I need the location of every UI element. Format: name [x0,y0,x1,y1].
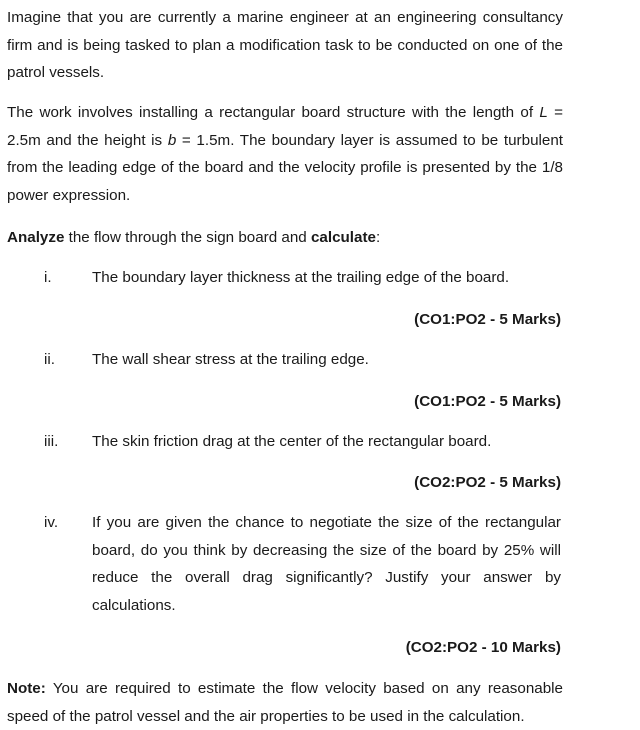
work-paragraph [7,99,563,209]
question-2-number: ii. [44,351,55,368]
var-length: L [539,104,548,121]
question-3-text: The skin friction drag at the center of the rectangular board. [92,433,492,450]
question-3-marks: (CO2:PO2 - 5 Marks) [414,474,561,491]
note-text: You are required to estimate the flow velocity based on any reasonable speed of the patrol vessel and the air properties to be used in the calculation. [7,680,563,725]
question-2-marks: (CO1:PO2 - 5 Marks) [414,393,561,410]
analyze-text-1: the flow through the sign board and [64,229,311,246]
note-label: Note: [7,680,46,697]
question-4-marks: (CO2:PO2 - 10 Marks) [405,639,561,656]
question-4-text: If you are given the chance to negotiate the size of the rectangular board, do you think by decreasing the size of the board by 25% will reduce the overall drag significantly? Justify your answer by calculations. [92,514,561,614]
question-1-number: i. [44,269,52,286]
analyze-instruction [7,224,563,252]
question-2-text: The wall shear stress at the trailing edge. [92,351,369,368]
question-4-number: iv. [44,514,59,531]
work-text-1: The work involves installing a rectangular board structure with the length of [7,104,540,121]
work-text-2: = 2.5m and the height is [7,104,564,149]
work-text-3: = 1.5m. The boundary layer is assumed to be turbulent from the leading edge of the board and the velocity profile is presented by the 1/8 power expression. [7,131,563,204]
question-1-marks: (CO1:PO2 - 5 Marks) [414,311,561,328]
calculate-bold: calculate [310,229,376,246]
intro-paragraph: Imagine that you are currently a marine engineer at an engineering consultancy firm and is being tasked to plan a modification task to be conducted on one of the patrol vessels. [7,9,563,81]
analyze-bold: Analyze [7,229,65,246]
var-height: b [167,131,177,149]
question-3-number: iii. [44,433,59,450]
note-paragraph [7,675,563,730]
question-1-text: The boundary layer thickness at the trailing edge of the board. [92,269,510,286]
analyze-text-2: : [375,229,381,246]
